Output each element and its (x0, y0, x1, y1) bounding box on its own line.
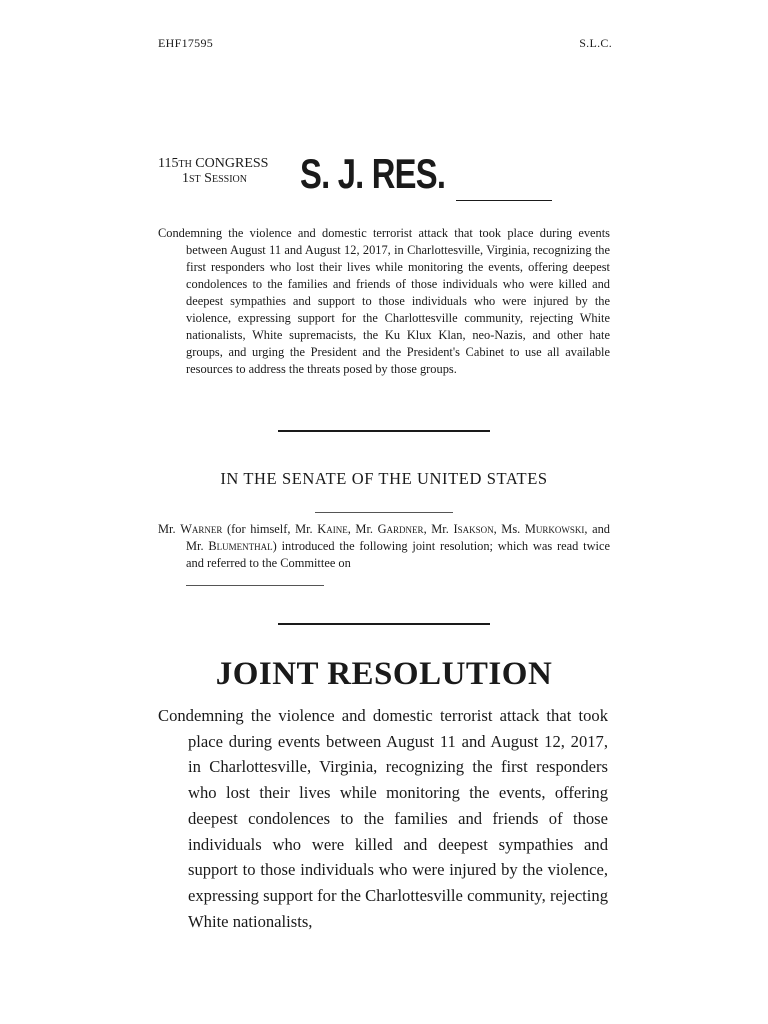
summary-block (158, 225, 610, 378)
sponsor-name: Warner (180, 522, 223, 536)
congress-session-block (158, 156, 268, 186)
sponsor-part: , Ms. (493, 522, 525, 536)
sponsor-part: , and Mr. (186, 522, 610, 553)
chamber-heading: IN THE SENATE OF THE UNITED STATES (220, 469, 548, 488)
committee-blank (186, 585, 324, 586)
bill-number-blank (456, 200, 552, 201)
resolution-body-text: Condemning the violence and domestic terrorist attack that took place during events between August 11 and August 12, 2017, in Charlottesville, Virginia, recognizing the first responders who lost their lives while monitoring the events, offering deepest condolences to the families and friends of those individuals who were killed and deepest sympathies and support to those individuals who were injured by the violence, expressing support for the Charlottesville community, rejecting White nationalists, (158, 706, 608, 931)
sponsor-part: Mr. (158, 522, 181, 536)
sponsor-part: , Mr. (423, 522, 454, 536)
congress-number: 115th CONGRESS (158, 156, 269, 171)
sponsor-name: Murkowski (524, 522, 585, 536)
resolution-body (158, 703, 608, 934)
sponsor-name: Blumenthal (208, 539, 273, 553)
sponsor-part: (for himself, Mr. (222, 522, 318, 536)
divider-rule (278, 430, 490, 432)
summary-text: Condemning the violence and domestic terrorist attack that took place during events between August 11 and August 12, 2017, in Charlottesville, Virginia, recognizing the first responders who lost their lives while monitoring the events, offering deepest condolences to the families and friends of those individuals who were killed and deepest sympathies and support to those individuals who were injured by the violence, expressing support for the Charlottesville community, rejecting White nationalists, White supremacists, the Ku Klux Klan, neo-Nazis, and other hate groups, and urging the President and the President's Cabinet to use all available resources to address the threats posed by those groups. (158, 226, 610, 376)
sponsor-part: , Mr. (347, 522, 378, 536)
document-id: EHF17595 (158, 36, 214, 50)
resolution-title: JOINT RESOLUTION (215, 656, 553, 692)
sponsors-text (158, 521, 610, 572)
sponsors-block (158, 521, 610, 572)
bill-number: S. J. RES. (300, 150, 446, 197)
session-label: 1st Session (182, 171, 247, 186)
divider-rule (278, 623, 490, 625)
sponsor-name: Isakson (453, 522, 494, 536)
office-code: S.L.C. (579, 36, 612, 50)
divider-thin (315, 512, 453, 513)
sponsor-part: ) introduced the following joint resolution; which was read twice and referred to the Committee on (186, 539, 610, 570)
sponsor-name: Kaine (317, 522, 348, 536)
sponsor-name: Gardner (377, 522, 424, 536)
